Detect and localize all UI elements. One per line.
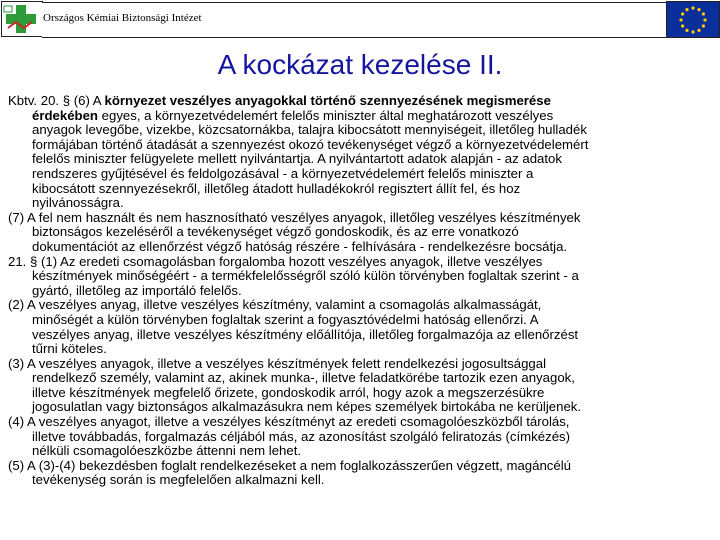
green-cross-logo-icon	[2, 2, 42, 36]
text-line: biztonságos kezeléséről a tevékenységet végző gondoskodik, és az erre vonatkozó	[32, 224, 519, 240]
text-line: jogosulatlan vagy biztonságos alkalmazásukra nem képes személyek birtokába ne kerüljenek.	[32, 399, 582, 415]
text-line: gyártó, illetőleg az importáló felelős.	[32, 282, 242, 298]
text-line: illetve készítmények megfelelő őrizete, gondoskodik arról, hogy azok a megszerzésükre	[32, 384, 545, 400]
text-line: nélküli csomagolóeszközbe áttenni nem lehet.	[32, 443, 302, 459]
institute-name	[42, 2, 667, 38]
text-line: (3) A veszélyes anyagok, illetve a veszélyes készítmények felett rendelkezési jogosultsággal	[8, 355, 547, 371]
text-line: (4) A veszélyes anyagot, illetve a veszélyes készítményt az eredeti csomagolóeszközből tárolás,	[8, 414, 570, 430]
text-line: 21. § (1) Az eredeti csomagolásban forgalomba hozott veszélyes anyagok, illetve veszélyes	[8, 253, 543, 269]
legal-text	[8, 94, 713, 488]
text-line: nyilvánosságra.	[32, 195, 124, 211]
text-line: illetve továbbadás, forgalmazás céljából más, az azonosítást szolgáló feliratozás (címkézés)	[32, 428, 571, 444]
slide-title: A kockázat kezelése II.	[217, 49, 503, 80]
text-line: érdekében egyes, a környezetvédelemért felelős miniszter által meghatározott veszélyes	[32, 107, 554, 123]
text-line: (2) A veszélyes anyag, illetve veszélyes készítmény, valamint a csomagolás alkalmasságát,	[8, 297, 542, 313]
text-line: felelős miniszter felügyelete mellett nyilvántartja. A nyilvántartott adatok alapján - az adatok	[32, 151, 562, 167]
text-line: formájában történő átadását a szennyezést okozó tevékenységet végző a környezetvédelemért	[32, 136, 589, 152]
text-line: veszélyes anyag, illetve veszélyes készítmény előállítója, illetőleg forgalmazója az ellenőrzést	[32, 326, 579, 342]
text-line: rendszeres gyűjtésével és feldolgozásával - a környezetvédelemért felelős miniszter a	[32, 165, 534, 181]
institute-name-text: Országos Kémiai Biztonsági Intézet	[43, 12, 202, 24]
text-line: anyagok levegőbe, vizekbe, közcsatornákba, talajra kibocsátott mennyiségeit, illetőleg hulladék	[32, 122, 587, 138]
eu-flag	[666, 1, 720, 38]
bold-phrase: érdekében	[32, 107, 98, 123]
institute-logo	[1, 1, 43, 37]
eu-flag-icon	[667, 2, 719, 37]
text-line: (5) A (3)-(4) bekezdésben foglalt rendelkezéseket a nem foglalkozásszerűen végzett, magáncélú	[8, 457, 571, 473]
text-line: készítmények minőségéért - a termékfelelősségről szóló külön törvényben foglaltak szerint - a	[32, 268, 579, 284]
text-line: rendelkező személy, valamint az, akinek munka-, illetve feladatkörébe tartozik ezen anyagok,	[32, 370, 575, 386]
text-line: tűrni köteles.	[32, 341, 107, 357]
header-band	[0, 0, 719, 37]
bold-phrase: környezet veszélyes anyagokkal történő szennyezésének megismerése	[104, 93, 551, 108]
text-line: Kbtv. 20. § (6) A környezet veszélyes anyagokkal történő szennyezésének megismerése	[8, 93, 551, 108]
text-line: tevékenység során is megfelelően alkalmazni kell.	[32, 472, 325, 488]
text-line: minőségét a külön törvényben foglaltak szerint a fogyasztóvédelmi hatóság ellenőrzi. A	[32, 311, 539, 327]
text-line: kibocsátott szennyezésekről, illetőleg átadott hulladékokról regisztert állít fel, és hoz	[32, 180, 521, 196]
text-line: (7) A fel nem használt és nem hasznosítható veszélyes anyagok, illetőleg veszélyes készítmények	[8, 209, 581, 225]
text-line: dokumentációt az ellenőrzést végző hatóság részére - felhívására - rendelkezésre bocsátja.	[32, 238, 568, 254]
